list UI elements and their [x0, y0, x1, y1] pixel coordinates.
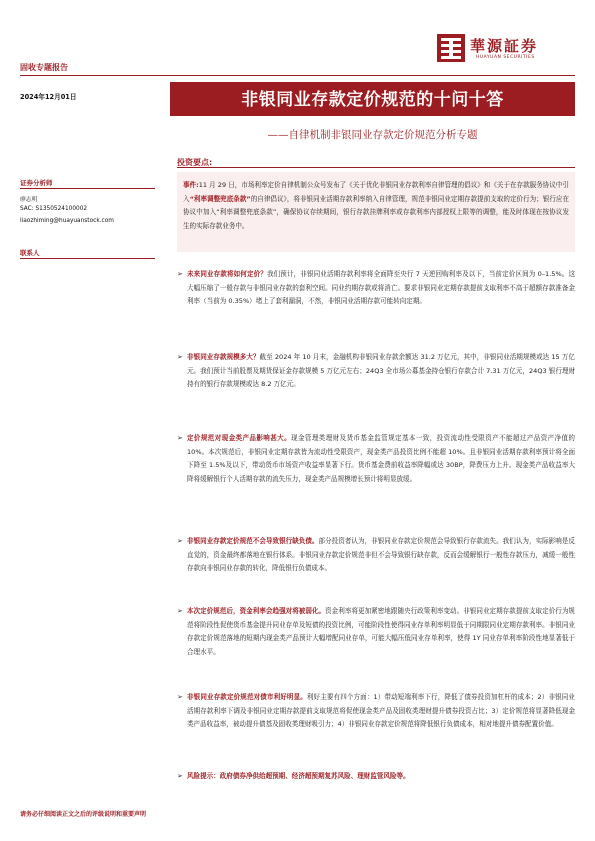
bullet-item	[187, 605, 575, 659]
bullet-item	[187, 268, 575, 309]
analyst-rule	[20, 188, 155, 189]
event-quote: “利率调整兜底条款”	[189, 194, 251, 203]
bullet-arrow-icon: ➢	[177, 693, 183, 701]
bullet-item	[187, 351, 575, 392]
analyst-email[interactable]: liaozhiming@huayuanstock.com	[20, 218, 114, 224]
bullet-text: 资金利率将更加紧密地跟随央行政策利率变动。非银同业定期存款提前支取定价行为规范将阶段性促使货币基金提升同业存单及短债的投资比例，可能阶段性使得同业存单利率明显低于同期限同业定期存款利率。非银同业存款定价规范落地的短期内现金类产品预计大幅增配同业存单，可能大幅压低同业存单利率，使得 1Y 同业存单利率阶段性地显著低于合理水平。	[187, 607, 575, 656]
event-text-post: 的自律倡议》，将非银同业活期存款利率纳入自律管理，规范非银同业定期存款提前支取的定价行为；银行应在协议中加入“利率调整兜底条款”，确保协议存续期间，银行存款挂牌利率或存款利率内部授权上限等的调整，能及时体现在按协议发生的实际存款业务中。	[183, 194, 569, 230]
risk-lead: 风险提示：	[187, 772, 220, 780]
brand-name-en: HUAYUAN SECURITIES	[476, 55, 535, 60]
report-title: 非银同业存款定价规范的十问十答	[241, 90, 504, 110]
event-lead: 事件:	[183, 181, 199, 189]
key-points-rule	[177, 167, 575, 168]
analyst-sac: SAC: S1350524100002	[20, 206, 88, 212]
bullet-arrow-icon: ➢	[177, 434, 183, 442]
bullet-lead: 非银同业存款规模多大？	[187, 353, 260, 361]
report-subtitle: ——自律机制非银同业存款定价规范分析专题	[267, 129, 478, 141]
bullet-item	[187, 432, 575, 486]
bullet-arrow-icon: ➢	[177, 772, 183, 780]
bullet-arrow-icon: ➢	[177, 537, 183, 545]
contact-rule	[20, 258, 155, 259]
bullet-text: 现金管理类理财及货币基金监管规定基本一致，投资流动性受限资产不能超过产品资产净值的 10%。本次规范后，非银同业定期存款皆为流动性受限资产，现金类产品投资比例不能超 10%。且非银同业活期存款利率预计将全面下降至 1.5%及以下，带动货币市场资产收益率显著下行。货币基金费前收益率降幅或达 30BP，降费压力上升。现金类产品收益率大降将缓解银行个人活期存款的流失压力，现金类产品规模增长预计将明显放缓。	[187, 434, 575, 483]
event-paragraph	[183, 179, 569, 233]
bullet-item	[187, 535, 575, 576]
analyst-name: 廖志明	[20, 197, 38, 203]
analyst-label: 证券分析师	[20, 179, 53, 187]
bullet-lead: 非银同业存款定价规范对债市利好明显。	[187, 693, 307, 701]
key-points-label: 投资要点:	[177, 158, 213, 167]
bullet-arrow-icon: ➢	[177, 270, 183, 278]
bullet-text: 利好主要有四个方面：1）带动短端利率下行，降低了债券投资加杠杆的成本；2）非银同业活期存款利率下调及非银同业定期存款提前支取规范将促使现金类产品及固收类理财提升债券投资占比；3）定价规范将显著降低现金类产品收益率，被动提升债基及固收类理财吸引力；4）非银同业存款定价规范将降低银行负债成本，相对地提升债券配置价值。	[187, 693, 575, 729]
event-box	[177, 172, 575, 252]
bullet-item	[187, 691, 575, 732]
bullet-lead: 未来同业存款将如何定价？	[187, 270, 267, 278]
brand-logo	[436, 33, 576, 73]
bullet-arrow-icon: ➢	[177, 607, 183, 615]
bullet-text: 我们预计，非银同业活期存款利率将全面降至央行 7 天逆回购利率及以下，当前定价区间为 0–1.5%。这大幅压缩了一般存款与非银同业存款的套利空间。同业约期存款或将消亡。要求非银同业定期存款提前支取利率不高于超额存款准备金利率（当前为 0.35%）堵上了套利漏洞，不然，非银同业活期存款可能转向定期。	[187, 270, 575, 306]
risk-text: 政府债券净供给超预期、经济超预期复苏风险、理财监管风险等。	[219, 772, 410, 780]
report-date: 2024年12月01日	[20, 93, 77, 101]
report-category: 固收专题报告	[20, 63, 68, 72]
header-rule	[20, 75, 575, 76]
contact-label: 联系人	[20, 249, 40, 257]
event-text-pre: 11 月 29 日，市场利率定价自律机制公众号发布了《关于优化非银同业存款利率自律管理的倡议》和《关于在存款服务协议中引入	[183, 181, 569, 203]
bullet-arrow-icon: ➢	[177, 353, 183, 361]
bullet-text: 部分投资者认为，非银同业存款定价规范会导致银行存款流失。我们认为，实际影响是反直觉的，资金最终都落地在银行体系。非银同业存款定价规范非但不会导致银行缺存款，反而会缓解银行一般性存款压力，减缓一般性存款向非银同业存款的转化，降低银行负债成本。	[187, 537, 575, 573]
brand-seal-icon	[436, 33, 466, 63]
brand-name-cn: 華源証券	[470, 37, 539, 55]
footer-disclaimer: 请务必仔细阅读正文之后的评级说明和重要声明	[20, 811, 147, 818]
bullet-lead: 定价规范对现金类产品影响甚大。	[187, 434, 292, 442]
top-edge	[0, 0, 595, 2]
bullet-text: 截至 2024 年 10 月末，金融机构非银同业存款余额达 31.2 万亿元，其中，非银同业活期规模或达 15 万亿元。我们预计当前股票及期货保证金存款规模 5 万亿元左右；24Q3 全市场公募基金持仓银行存款合计 7.31 万亿元，24Q3 银行理财持有的银行存款规模或达 8.2 万亿元。	[187, 353, 575, 389]
bullet-lead: 本次定价规范后，资金利率会趋强对将被弱化。	[187, 607, 326, 615]
bullet-lead: 非银同业存款定价规范不会导致银行缺负债。	[187, 537, 319, 545]
risk-item	[187, 770, 575, 784]
